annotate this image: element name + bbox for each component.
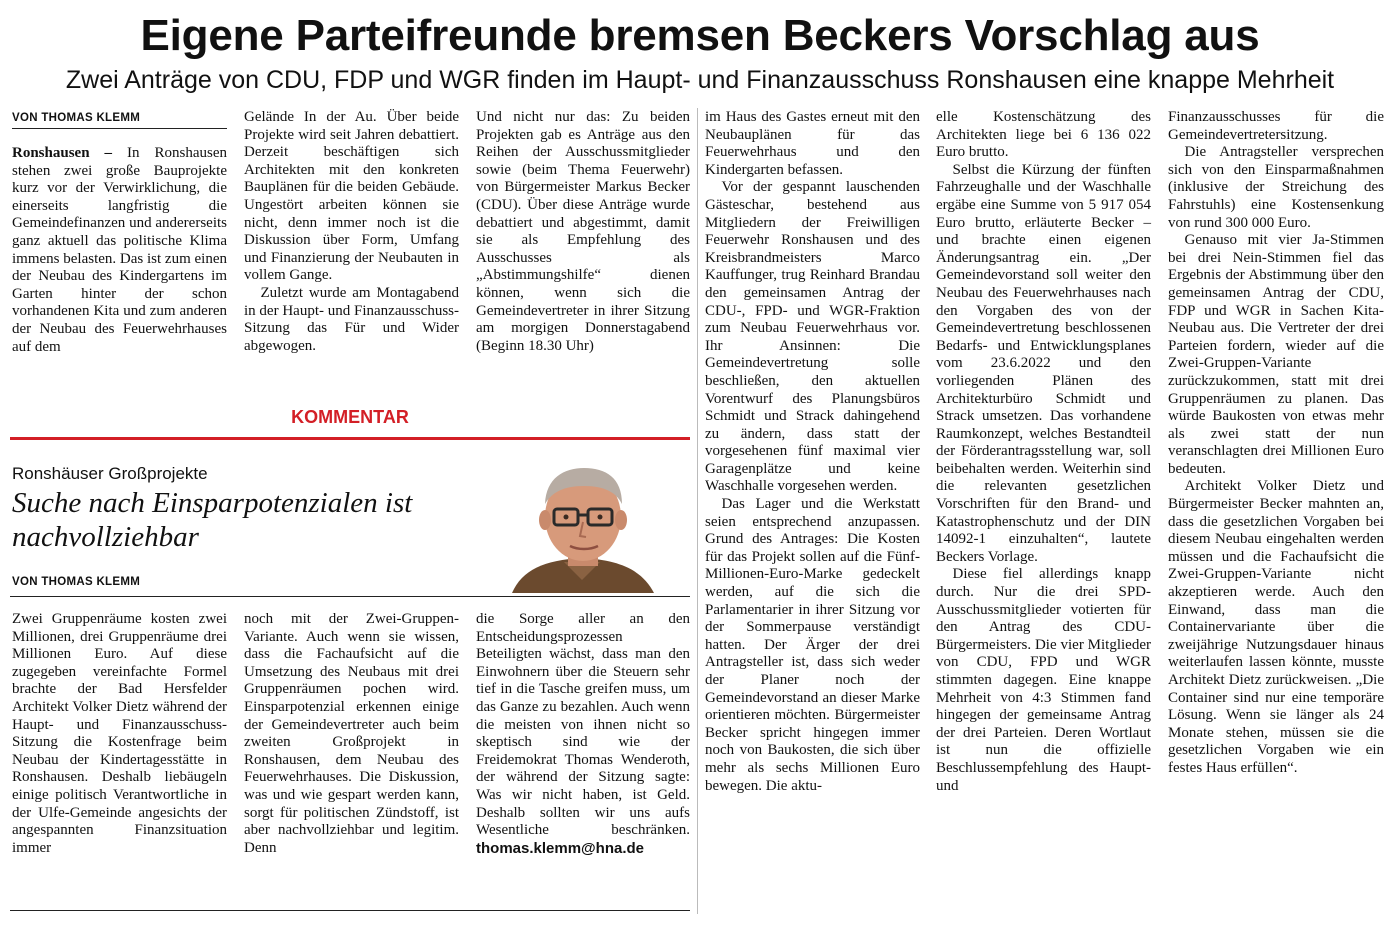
- article-column-5: [936, 109, 1151, 795]
- commentary-column-2: [244, 611, 459, 857]
- commentary-bottom-rule: [10, 910, 690, 911]
- commentary-paragraph: noch mit der Zwei-Gruppen-Variante. Auch wenn sie wissen, dass die Fachaufsicht auf die Umsetzung des Neubaus mit drei Gruppenräumen pochen wird. Einsparpotenzial erkennen einige der Gemeindevertreter auch beim zweiten Großprojekt in Ronshausen, dem Neubau des Feuerwehrhauses. Die Diskussion, was und wie gespart werden kann, sorgt für politischen Zündstoff, ist aber nachvollziehbar und legitim. Denn: [244, 611, 459, 856]
- commentary-rule: [10, 596, 690, 597]
- article-paragraph: im Haus des Gastes erneut mit den Neubauplänen für das Feuerwehrhaus und den Kindergarten befassen.: [705, 109, 920, 178]
- column-divider: [697, 108, 698, 914]
- article-paragraph: Die Antragsteller versprechen sich von den Einsparmaßnahmen (inklusive der Streichung des Fahrstuhls) eine Kostensenkung von rund 300 000 Euro.: [1168, 144, 1384, 231]
- byline-rule: [12, 128, 227, 129]
- article-byline: VON THOMAS KLEMM: [12, 112, 141, 124]
- headline: Eigene Parteifreunde bremsen Beckers Vorschlag aus: [140, 11, 1260, 60]
- commentary-text: die Sorge aller an den Entscheidungsprozessen Beteiligten wächst, dass man den Einwohnern über die Steuern sehr tief in die Tasche greifen muss, um das Ganze zu bezahlen. Auch wenn die meisten von ihnen nicht so skeptisch sind wie der Freidemokrat Thomas Wenderoth, der während der Sitzung sagte: Was wir nicht haben, ist Geld. Deshalb sollten wir uns aufs Wesentliche beschränken.: [476, 611, 690, 839]
- commentary-byline: VON THOMAS KLEMM: [12, 576, 141, 588]
- article-paragraph: Gelände In der Au. Über beide Projekte wird seit Jahren debattiert. Derzeit beschäftigen sich Architekten mit den konkreten Bauplänen für die beiden Gebäude. Ungestört arbeiten können sie nicht, denn immer noch ist die Diskussion über Form, Umfang und Finanzierung der Neubauten in vollem Gange.: [244, 109, 459, 284]
- article-paragraph: Architekt Volker Dietz und Bürgermeister Becker mahnten an, dass die gesetzlichen Vorgaben bei diesem Neubau eingehalten werden müssen und die Fachaufsicht die Zwei-Gruppen-Variante nicht akzeptieren werde. Auch den Einwand, dass man die Containervariante über die zweijährige Nutzungsdauer hinaus weiterlaufen lassen könnte, musste Architekt Dietz zurückweisen. „Die Container sind nur eine temporäre Lösung. Wenn sie länger als 24 Monate stehen, müssen sie die gesetzlichen Vorgaben wie ein festes Haus erfüllen“.: [1168, 478, 1384, 776]
- commentary-paragraph: Zwei Gruppenräume kosten zwei Millionen, drei Gruppenräume drei Millionen Euro. Auf diese zugegeben vereinfachte Formel brachte der Bad Hersfelder Architekt Volker Dietz während der Haupt- und Finanzausschuss-Sitzung die Kostenfrage beim Neubau der Kindertagesstätte in Ronshausen. Deshalb liebäugeln einige politisch Verantwortliche in der Ulfe-Gemeinde angesichts der angespannten Finanzsituation immer: [12, 611, 227, 856]
- article-column-3: [476, 109, 690, 355]
- article-paragraph: Vor der gespannt lauschenden Gästeschar, bestehend aus Mitgliedern der Freiwilligen Feuerwehr Ronshausen und des Kreisbrandmeisters Marco Kauffunger, trug Reinhard Brandau den gemeinsamen Antrag der CDU-, FPD- und WGR-Fraktion zum Neubau Feuerwehrhaus vor. Ihr Ansinnen: Die Gemeindevertretung solle beschließen, den aktuellen Vorentwurf des Planungsbüros Schmidt und Strack dahingehend zu ändern, dass statt der vorgesehenen fünf maximal vier Garagenplätze und keine Waschhalle vorgesehen werden.: [705, 179, 920, 495]
- article-paragraph: Das Lager und die Werkstatt seien entsprechend anzupassen. Grund des Antrages: Die Kosten für das Projekt sollen auf die Fünf-Millionen-Euro-Marke gedeckelt werden, auf die sich die Parlamentarier in ihrer Sitzung vor der Sommerpause verständigt hatten. Der Ärger der drei Antragsteller ist, dass sich weder der Planer noch der Gemeindevorstand an dieser Marke orientieren möchten. Bürgermeister Becker spricht hingegen immer noch von Baukosten, die sich über mehr als sechs Millionen Euro bewegen. Die aktu-: [705, 496, 920, 794]
- author-photo: [504, 462, 659, 593]
- author-email: thomas.klemm@hna.de: [476, 839, 645, 857]
- article-column-4: [705, 109, 920, 795]
- commentary-label: KOMMENTAR: [291, 407, 409, 427]
- dateline: Ronshausen –: [12, 145, 113, 161]
- commentary-red-rule: [10, 437, 690, 440]
- subheadline: Zwei Anträge von CDU, FDP und WGR finden im Haupt- und Finanzausschuss Ronshausen eine knappe Mehrheit: [65, 66, 1335, 94]
- commentary-kicker: Ronshäuser Großprojekte: [12, 464, 208, 483]
- article-column-1: [12, 145, 227, 356]
- article-paragraph: Und nicht nur das: Zu beiden Projekten gab es Anträge aus den Reihen der Ausschussmitglieder sowie (beim Thema Feuerwehr) von Bürgermeister Markus Becker (CDU). Über diese Anträge wurde debattiert und abgestimmt, damit sie als Empfehlung des Ausschusses als „Abstimmungshilfe“ dienen können, wenn sich die Gemeindevertreter in ihrer Sitzung am morgigen Donnerstagabend (Beginn 18.30 Uhr): [476, 109, 690, 354]
- article-paragraph: Selbst die Kürzung der fünften Fahrzeughalle und der Waschhalle ergäbe eine Summe von 5 917 054 Euro brutto, erläuterte Becker – und brachte einen eigenen Änderungsantrag ein. „Der Gemeindevorstand soll weiter den Neubau des Feuerwehrhauses nach den Vorgaben des von der Gemeindevertretung beschlossenen Bedarfs- und Entwicklungsplanes vom 23.6.2022 und den vorliegenden Plänen des Architekturbüro Schmidt und Strack umsetzen. Das vorhandene Raumkonzept, welches Bestandteil der Förderantragsstellung war, soll beibehalten werden. Weiterhin sind die relevanten gesetzlichen Vorschriften für den Brand- und Katastrophenschutz und der DIN 14092-1 einzuhalten“, lautete Beckers Vorlage.: [936, 161, 1151, 565]
- article-text: In Ronshausen stehen zwei große Bauprojekte kurz vor der Verwirklichung, die einerseits langfristig die Gemeindefinanzen und andererseits ganz aktuell das politische Klima immens belasten. Das ist zum einen der Neubau des Kindergartens im Garten hinter der schon vorhandenen Kita und zum anderen der Neubau des Feuerwehrhauses auf dem: [12, 145, 227, 355]
- commentary-column-1: [12, 611, 227, 857]
- article-column-6: [1168, 109, 1384, 778]
- article-paragraph: Zuletzt wurde am Montagabend in der Haupt- und Finanzausschuss-Sitzung das Für und Wider abgewogen.: [244, 284, 459, 354]
- article-paragraph: elle Kostenschätzung des Architekten liege bei 6 136 022 Euro brutto.: [936, 109, 1151, 161]
- commentary-title: Suche nach Einsparpotenzialen ist nachvollziehbar: [12, 487, 413, 553]
- article-column-2: [244, 109, 459, 355]
- commentary-paragraph: [476, 611, 690, 858]
- article-paragraph: Finanzausschusses für die Gemeindevertretersitzung.: [1168, 109, 1384, 143]
- article-paragraph: Diese fiel allerdings knapp durch. Nur die drei SPD-Ausschussmitglieder votierten für den Antrag des CDU-Bürgermeisters. Die vier Mitglieder von CDU, FPD und WGR stimmten dagegen. Eine knappe Mehrheit von 4:3 Stimmen fand hingegen der gemeinsame Antrag der drei Parteien. Deren Wortlaut ist nun die offizielle Beschlussempfehlung des Haupt- und: [936, 566, 1151, 794]
- article-paragraph: Genauso mit vier Ja-Stimmen bei drei Nein-Stimmen fiel das Ergebnis der Abstimmung über den gemeinsamen Antrag der CDU, FDP und WGR in Sachen Kita-Neubau aus. Die Vertreter der drei Parteien fordern, wieder auf die Zwei-Gruppen-Variante zurückzukommen, statt mit drei Gruppenräumen zu planen. Das würde Baukosten von etwas mehr als zwei statt der nun veranschlagten drei Millionen Euro bedeuten.: [1168, 232, 1384, 477]
- commentary-column-3: [476, 611, 690, 858]
